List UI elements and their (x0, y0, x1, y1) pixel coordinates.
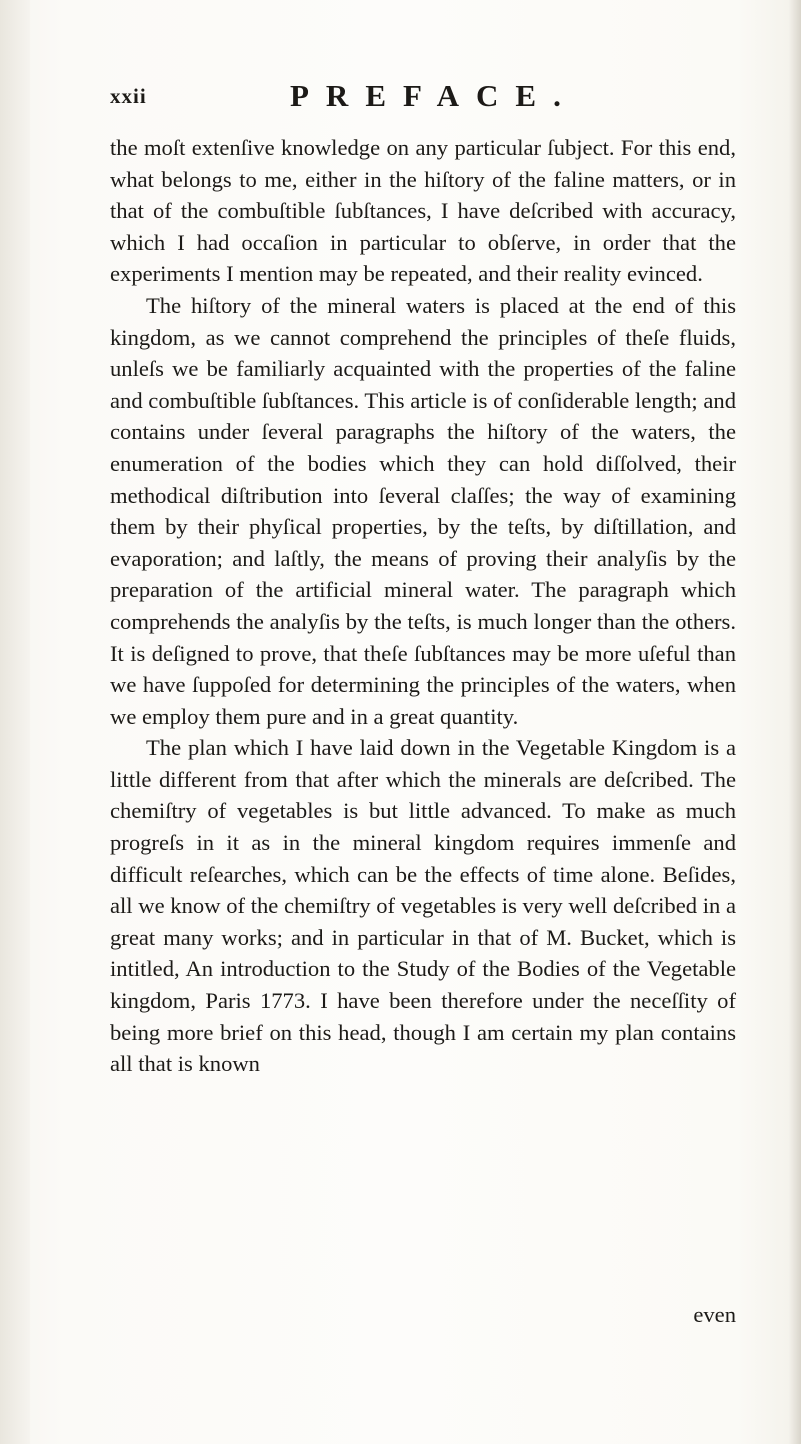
page-left-edge (0, 0, 30, 1444)
page-right-edge (789, 0, 801, 1444)
body-text (110, 132, 736, 1080)
catchword: even (693, 1302, 736, 1327)
paragraph-mineral-waters: The hiſtory of the mineral waters is placed at the end of this kingdom, as we cannot comprehend the principles of theſe fluids, unleſs we be familiarly acquainted with the properties of the faline and combuſtible ſubſtances. This article is of conſiderable length; and contains under ſeveral paragraphs the hiſtory of the waters, the enumeration of the bodies which they can hold diſſolved, their methodical diſtribution into ſeveral claſſes; the way of examining them by their phyſical properties, by the teſts, by diſtillation, and evaporation; and laſtly, the means of proving their analyſis by the preparation of the artificial mineral water. The paragraph which comprehends the analyſis by the teſts, is much longer than the others. It is deſigned to prove, that theſe ſubſtances may be more uſeful than we have ſuppoſed for determining the principles of the waters, when we employ them pure and in a great quantity. (110, 292, 736, 729)
paragraph-vegetable-kingdom: The plan which I have laid down in the Vegetable Kingdom is a little different from that after which the minerals are deſcribed. The chemiſtry of vegetables is but little advanced. To make as much progreſs in it as in the mineral kingdom requires immenſe and difficult reſearches, which can be the effects of time alone. Beſides, all we know of the chemiſtry of vegetables is very well deſcribed in a great many works; and in particular in that of M. Bucket, which is intitled, An introduction to the Study of the Bodies of the Vegetable kingdom, Paris 1773. I have been therefore under the neceſſity of being more brief on this head, though I am certain my plan contains all that is known (110, 735, 736, 1077)
running-head (110, 78, 730, 118)
page-title: PREFACE. (290, 78, 578, 113)
paragraph-continuation: the moſt extenſive knowledge on any particular ſubject. For this end, what belongs to me, either in the hiſtory of the faline matters, or in that of the combuſtible ſubſtances, I have deſcribed with accuracy, which I had occaſion in particular to obſerve, in order that the experiments I mention may be repeated, and their reality evinced. (110, 135, 736, 287)
page-number: xxii (110, 84, 147, 108)
